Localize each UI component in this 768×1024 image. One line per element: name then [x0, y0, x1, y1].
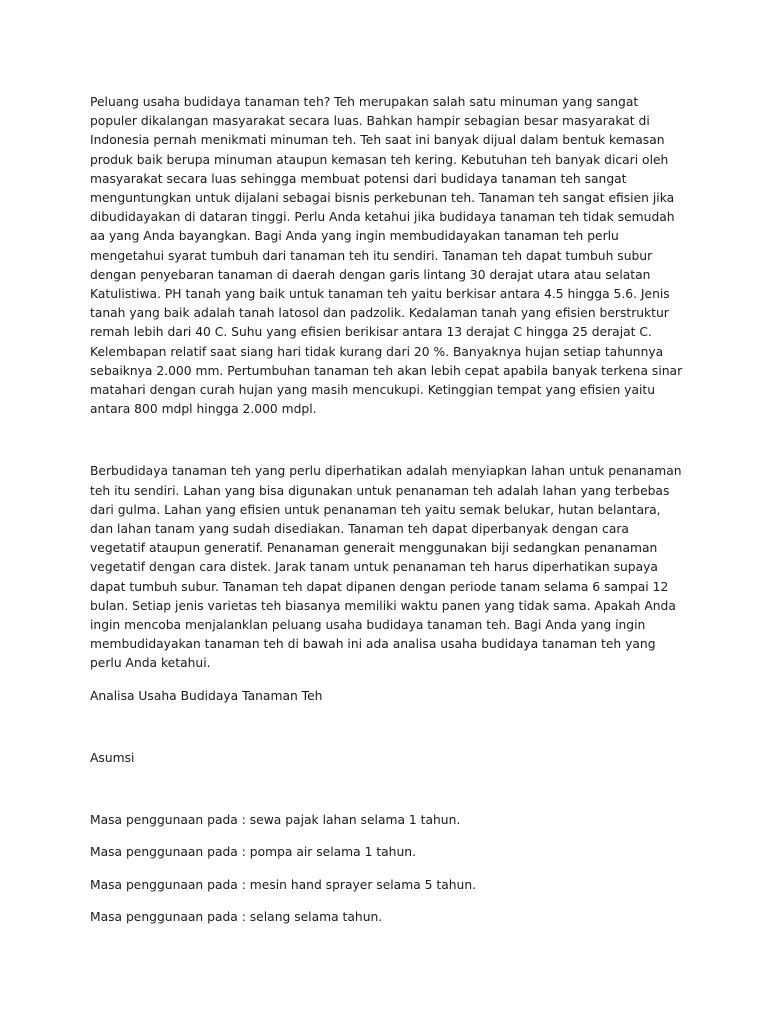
document-body: [90, 93, 686, 940]
land-preparation-paragraph: Berbudidaya tanaman teh yang perlu diperhatikan adalah menyiapkan lahan untuk penanaman teh itu sendiri. Lahan yang bisa digunakan untuk penanaman teh adalah lahan yang terbebas dari gulma. Lahan yang efisien untuk penanaman teh yaitu semak belukar, hutan belantara, dan lahan tanam yang sudah disediakan. Tanaman teh dapat diperbanyak dengan cara vegetatif ataupun generatif. Penanaman generait menggunakan biji sedangkan penanaman vegetatif dengan cara distek. Jarak tanam untuk penanaman teh harus diperhatikan supaya dapat tumbuh subur. Tanaman teh dapat dipanen dengan periode tanam selama 6 sampai 12 bulan. Setiap jenis varietas teh biasanya memiliki waktu panen yang tidak sama. Apakah Anda ingin mencoba menjalanklan peluang usaha budidaya tanaman teh. Bagi Anda yang ingin membudidayakan tanaman teh di bawah ini ada analisa usaha budidaya tanaman teh yang perlu Anda ketahui.: [90, 464, 682, 671]
section-heading: Analisa Usaha Budidaya Tanaman Teh: [90, 688, 323, 703]
subsection-heading: Asumsi: [90, 750, 135, 765]
assumption-item: Masa penggunaan pada : sewa pajak lahan selama 1 tahun.: [90, 813, 461, 828]
intro-paragraph: Peluang usaha budidaya tanaman teh? Teh merupakan salah satu minuman yang sangat populer dikalangan masyarakat secara luas. Bahkan hampir sebagian besar masyarakat di Indonesia pernah menikmati minuman teh. Teh saat ini banyak dijual dalam bentuk kemasan produk baik berupa minuman ataupun kemasan teh kering. Kebutuhan teh banyak dicari oleh masyarakat secara luas sehingga membuat potensi dari budidaya tanaman teh sangat menguntungkan untuk dijalani sebagai bisnis perkebunan teh. Tanaman teh sangat efisien jika dibudidayakan di dataran tinggi. Perlu Anda ketahui jika budidaya tanaman teh tidak semudah aa yang Anda bayangkan. Bagi Anda yang ingin membudidayakan tanaman teh perlu mengetahui syarat tumbuh dari tanaman teh itu sendiri. Tanaman teh dapat tumbuh subur dengan penyebaran tanaman di daerah dengan garis lintang 30 derajat utara atau selatan Katulistiwa. PH tanah yang baik untuk tanaman teh yaitu berkisar antara 4.5 hingga 5.6. Jenis tanah yang baik adalah tanah latosol dan padzolik. Kedalaman tanah yang efisien berstruktur remah lebih dari 40 C. Suhu yang efisien berikisar antara 13 derajat C hingga 25 derajat C. Kelembapan relatif saat siang hari tidak kurang dari 20 %. Banyaknya hujan setiap tahunnya sebaiknya 2.000 mm. Pertumbuhan tanaman teh akan lebih cepat apabila banyak terkena sinar matahari dengan curah hujan yang masih mencukupi. Ketinggian tempat yang efisien yaitu antara 800 mdpl hingga 2.000 mdpl.: [90, 95, 683, 417]
assumption-item: Masa penggunaan pada : selang selama tahun.: [90, 909, 383, 924]
assumption-item: Masa penggunaan pada : pompa air selama 1 tahun.: [90, 845, 416, 860]
assumption-item: Masa penggunaan pada : mesin hand sprayer selama 5 tahun.: [90, 877, 477, 892]
